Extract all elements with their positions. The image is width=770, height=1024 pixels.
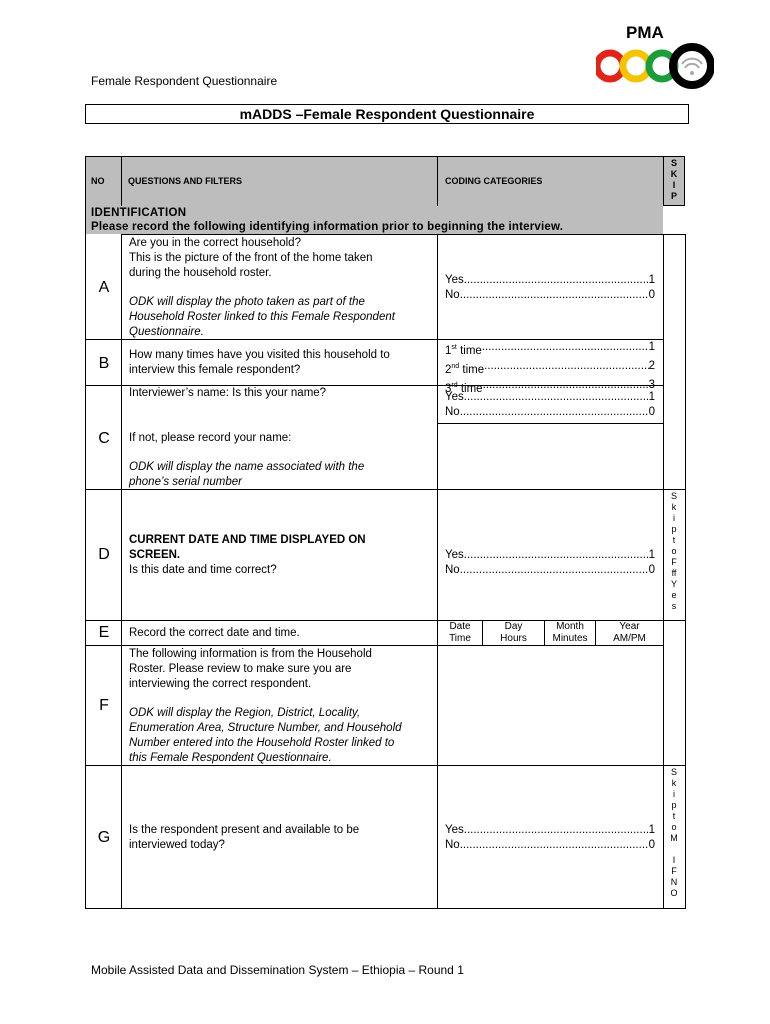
logo-text: PMA [626, 23, 664, 42]
row-c-yes-option: Yes ..... 1 [445, 390, 655, 405]
row-b-question: How many times have you visited this household to interview this female respondent? [129, 349, 390, 376]
row-e-year-ampm: Year AM/PM [613, 621, 646, 644]
row-g-no-option: No ..... 0 [445, 838, 655, 853]
row-g-skip: S k i p t o M I F N O [670, 767, 678, 898]
row-e-question: Record the correct date and time. [129, 627, 300, 639]
row-b-third-option: 3rd time ..... 3 [445, 378, 655, 397]
row-d-no-option: No ..... 0 [445, 563, 655, 578]
row-e-month-minutes: Month Minutes [552, 621, 588, 644]
row-a-question: Are you in the correct household? This is the picture of the front of the home taken during the household roster. ODK will display the photo taken as part of the Household Roster linked to this Female Respondent Questionnaire. [129, 237, 395, 338]
row-a-no-option: No ..... 0 [445, 288, 655, 303]
col-header-coding: CODING CATEGORIES [445, 176, 543, 186]
row-g-number: G [97, 829, 111, 846]
row-c-question: Interviewer’s name: Is this your name? If not, please record your name: ODK will display the name associated with the phone’s serial number [129, 387, 365, 488]
row-d-coding [445, 548, 655, 578]
col-header-questions: QUESTIONS AND FILTERS [128, 176, 243, 186]
row-c-no-option: No ..... 0 [445, 405, 655, 420]
row-b-coding [445, 340, 655, 396]
row-a-coding [445, 273, 655, 303]
row-d-yes-option: Yes ..... 1 [445, 548, 655, 563]
row-a-yes-option: Yes ..... 1 [445, 273, 655, 288]
row-d-question: CURRENT DATE AND TIME DISPLAYED ON SCREEN. Is this date and time correct? [129, 534, 366, 576]
row-a-number: A [98, 279, 110, 296]
row-e-day-hours: Day Hours [500, 621, 527, 644]
row-d-skip: S k i p t o F ff Y e s [670, 491, 677, 611]
row-c-number: C [98, 430, 110, 447]
row-d-number: D [98, 546, 110, 563]
row-g-coding [445, 823, 655, 853]
row-b-number: B [98, 355, 110, 372]
col-header-skip: S K I P [670, 158, 678, 201]
col-header-no: NO [91, 176, 105, 186]
row-e-date-time: Date Time [449, 621, 471, 644]
running-header: Female Respondent Questionnaire [91, 74, 278, 88]
row-b-second-option: 2nd time ..... 2 [445, 359, 655, 378]
row-f-question: The following information is from the Household Roster. Please review to make sure you are interviewing the correct respondent. ODK will display the Region, District, Locality, Enumeration Area, Structure Number, and Household Number entered into the Household Roster linked to this Female Respondent Questionnaire. [129, 648, 402, 764]
row-b-first-option: 1st time ..... 1 [445, 340, 655, 359]
row-c-coding [445, 390, 655, 420]
page-footer: Mobile Assisted Data and Dissemination System – Ethiopia – Round 1 [91, 963, 464, 977]
row-e-number: E [98, 624, 110, 641]
section-instruction: Please record the following identifying information prior to beginning the interview. [91, 221, 564, 233]
row-g-question: Is the respondent present and available to be interviewed today? [129, 824, 360, 851]
row-f-number: F [99, 697, 109, 714]
section-title: IDENTIFICATION [91, 207, 187, 219]
page-title: mADDS –Female Respondent Questionnaire [85, 104, 689, 124]
row-g-yes-option: Yes ..... 1 [445, 823, 655, 838]
